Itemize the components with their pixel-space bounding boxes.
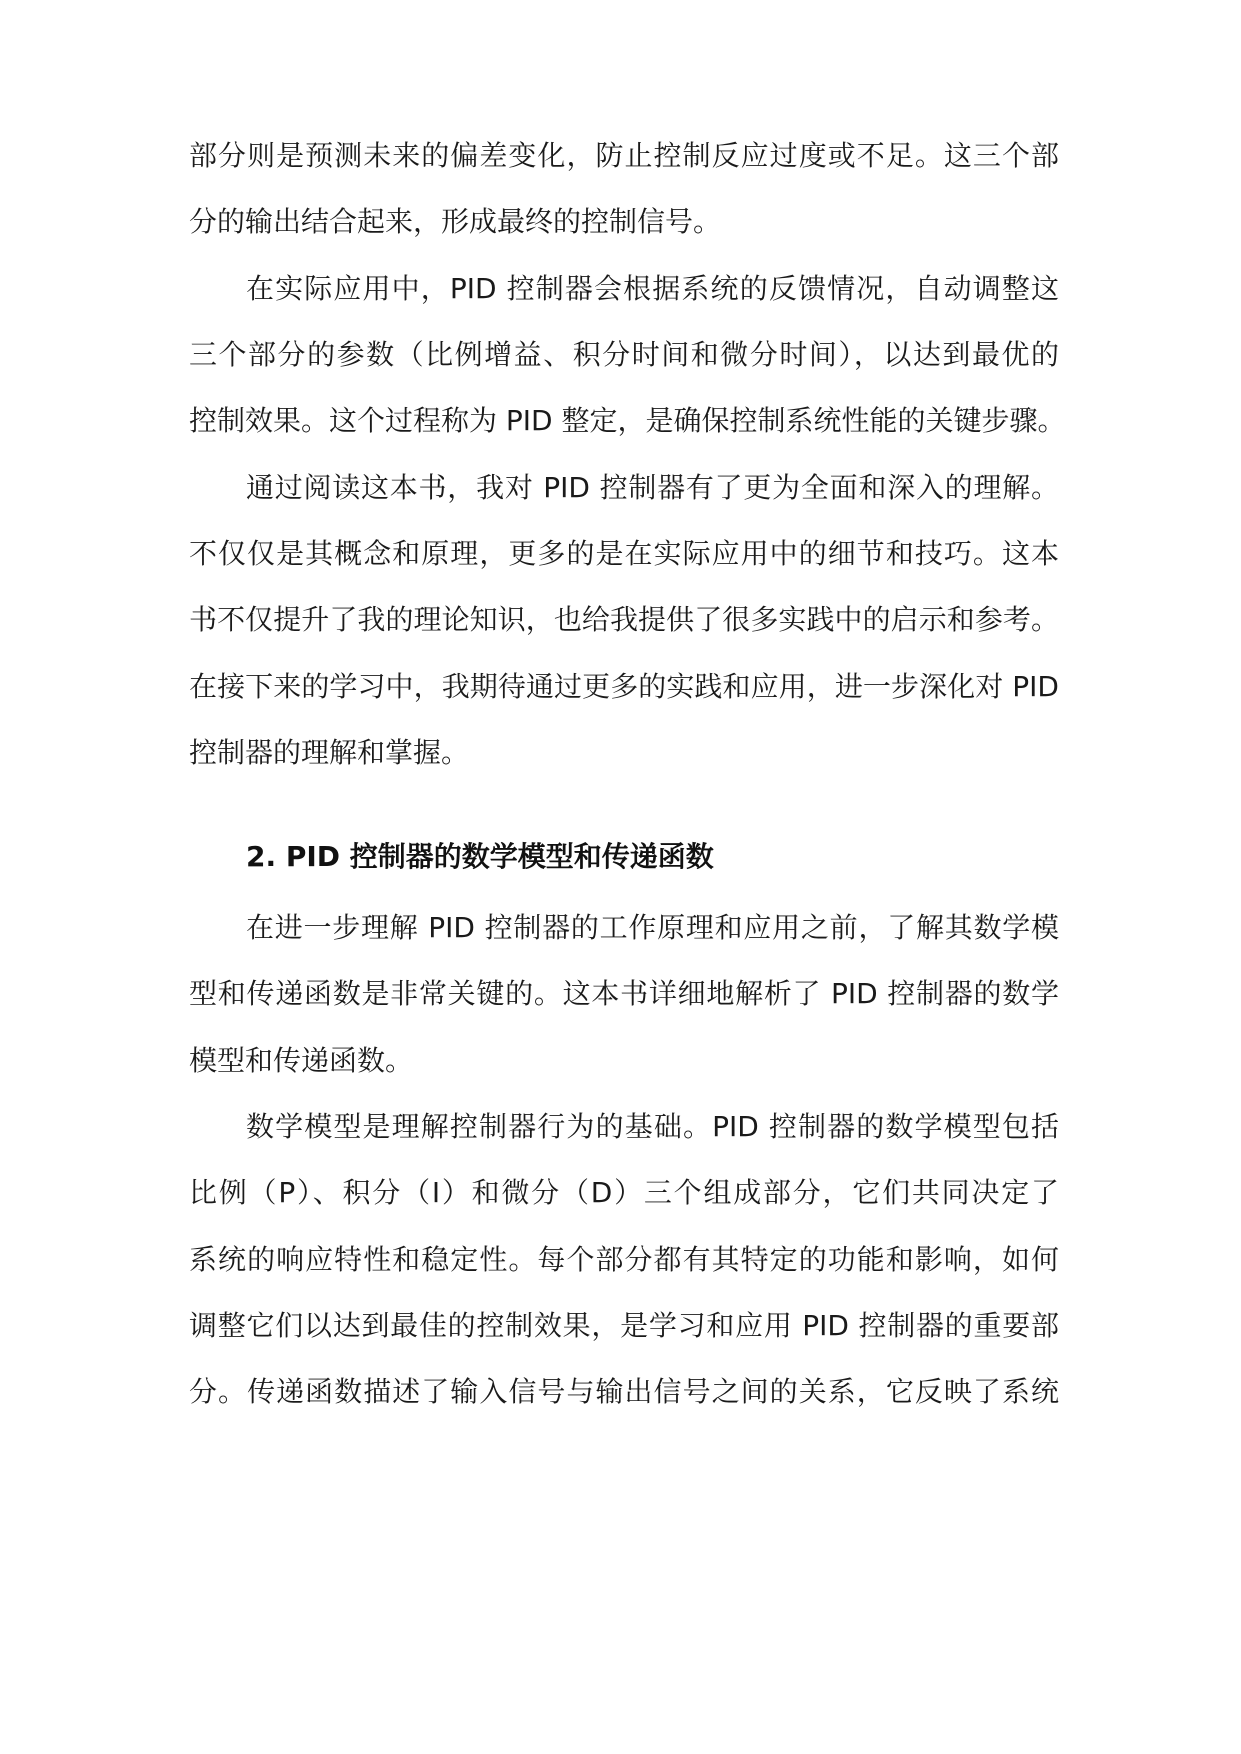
- paragraph-line: 三个部分的参数（比例增益、积分时间和微分时间），以达到最优的: [189, 338, 1059, 371]
- paragraph-line: 通过阅读这本书，我对 PID 控制器有了更为全面和深入的理解。: [246, 471, 1059, 504]
- paragraph-line: 数学模型是理解控制器行为的基础。PID 控制器的数学模型包括: [246, 1110, 1059, 1143]
- paragraph-line: 比例（P）、积分（I）和微分（D）三个组成部分，它们共同决定了: [189, 1176, 1059, 1209]
- paragraph-line: 在进一步理解 PID 控制器的工作原理和应用之前，了解其数学模: [246, 911, 1059, 944]
- paragraph-line: 部分则是预测未来的偏差变化，防止控制反应过度或不足。这三个部: [189, 139, 1059, 172]
- paragraph-line: 分。传递函数描述了输入信号与输出信号之间的关系，它反映了系统: [189, 1375, 1059, 1408]
- section-heading: 2. PID 控制器的数学模型和传递函数: [246, 840, 714, 873]
- paragraph-line: 模型和传递函数。: [189, 1044, 414, 1077]
- paragraph-line: 控制效果。这个过程称为 PID 整定，是确保控制系统性能的关键步骤。: [189, 404, 1066, 437]
- paragraph-line: 在实际应用中，PID 控制器会根据系统的反馈情况，自动调整这: [246, 272, 1059, 305]
- paragraph-line: 分的输出结合起来，形成最终的控制信号。: [189, 205, 722, 238]
- paragraph-line: 系统的响应特性和稳定性。每个部分都有其特定的功能和影响，如何: [189, 1243, 1059, 1276]
- paragraph-line: 书不仅提升了我的理论知识，也给我提供了很多实践中的启示和参考。: [189, 603, 1059, 636]
- paragraph-line: 不仅仅是其概念和原理，更多的是在实际应用中的细节和技巧。这本: [189, 537, 1059, 570]
- paragraph-line: 控制器的理解和掌握。: [189, 736, 470, 769]
- paragraph-line: 型和传递函数是非常关键的。这本书详细地解析了 PID 控制器的数学: [189, 977, 1059, 1010]
- paragraph-line: 调整它们以达到最佳的控制效果，是学习和应用 PID 控制器的重要部: [189, 1309, 1059, 1342]
- paragraph-line: 在接下来的学习中，我期待通过更多的实践和应用，进一步深化对 PID: [189, 670, 1059, 703]
